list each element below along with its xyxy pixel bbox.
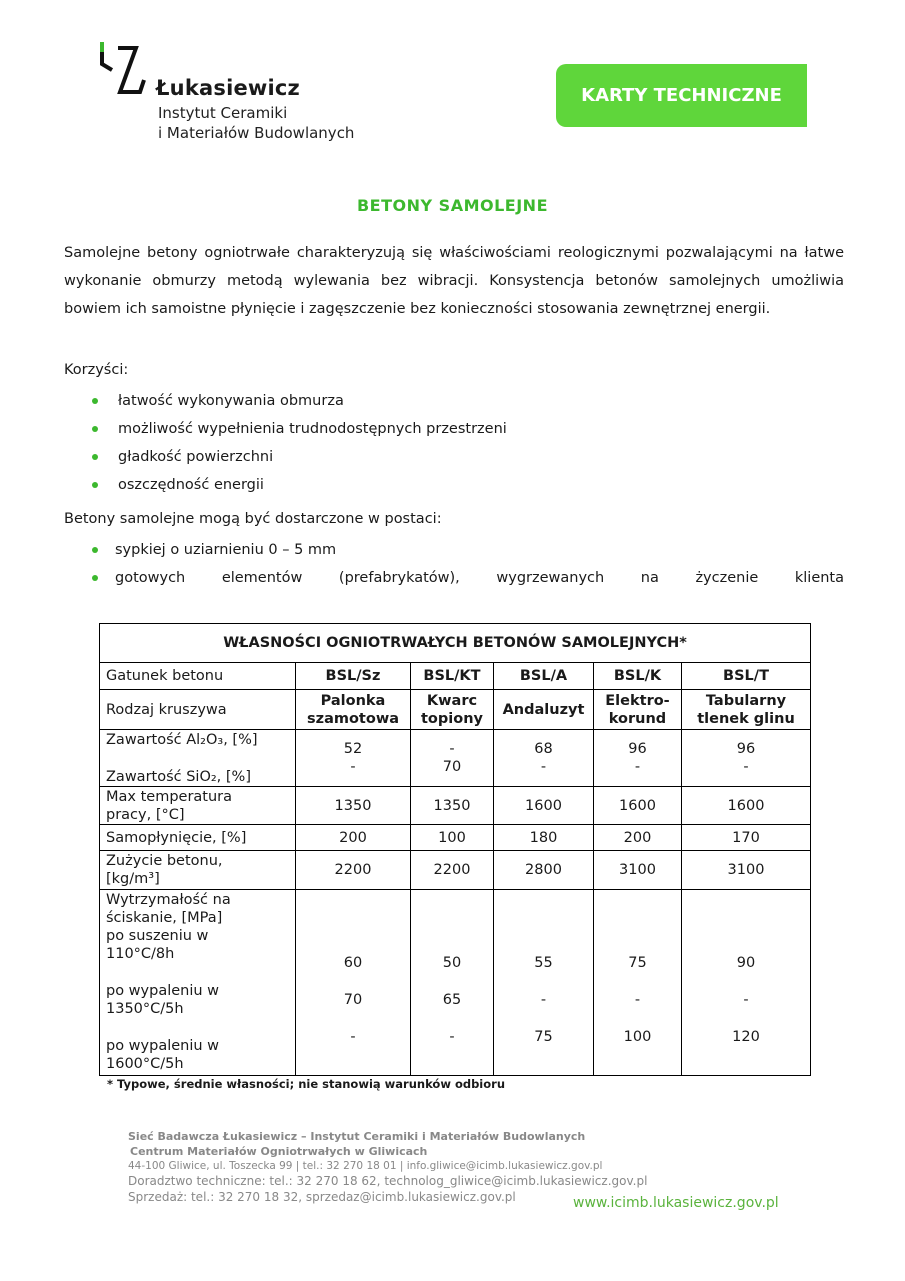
list-item: możliwość wypełnienia trudnodostępnych przestrzeni xyxy=(92,415,844,443)
maxtemp-cell: 1350 xyxy=(296,787,411,825)
aggregate-cell: Palonka szamotowa xyxy=(296,690,411,730)
strength-cell: 60 70 - xyxy=(296,890,411,1076)
forms-item-justified xyxy=(115,564,844,592)
footer-org-line1: Sieć Badawcza Łukasiewicz – Instytut Ceramiki i Materiałów Budowlanych xyxy=(128,1130,586,1143)
bullet-icon xyxy=(92,398,98,404)
table-row xyxy=(100,851,811,890)
selfflow-cell: 200 xyxy=(594,825,682,851)
word: klienta xyxy=(794,570,844,586)
grade-label: Gatunek betonu xyxy=(100,663,296,690)
list-item: łatwość wykonywania obmurza xyxy=(92,387,844,415)
composition-cell: 52 - xyxy=(296,730,411,787)
usage-cell: 3100 xyxy=(594,851,682,890)
table-footnote: * Typowe, średnie własności; nie stanowią warunków odbioru xyxy=(107,1077,506,1091)
maxtemp-label: Max temperatura pracy, [°C] xyxy=(100,787,296,825)
bullet-icon xyxy=(92,482,98,488)
forms-list xyxy=(92,536,844,592)
category-badge: KARTY TECHNICZNE xyxy=(556,64,807,127)
bullet-icon xyxy=(92,426,98,432)
footer-sales-contact: Sprzedaż: tel.: 32 270 18 32, sprzedaz@icimb.lukasiewicz.gov.pl xyxy=(128,1190,516,1204)
lukasiewicz-logo-icon xyxy=(98,40,154,98)
aggregate-cell: Tabularny tlenek glinu xyxy=(682,690,811,730)
properties-table xyxy=(99,623,811,1076)
composition-cell: - 70 xyxy=(411,730,494,787)
list-item: sypkiej o uziarnieniu 0 – 5 mm xyxy=(92,536,844,564)
usage-cell: 3100 xyxy=(682,851,811,890)
table-row xyxy=(100,787,811,825)
strength-cell: 90 - 120 xyxy=(682,890,811,1076)
selfflow-cell: 200 xyxy=(296,825,411,851)
composition-label: Zawartość Al₂O₃, [%] Zawartość SiO₂, [%] xyxy=(100,730,296,787)
word: elementów xyxy=(221,570,303,586)
table-title: WŁASNOŚCI OGNIOTRWAŁYCH BETONÓW SAMOLEJNYCH* xyxy=(100,624,811,663)
usage-cell: 2200 xyxy=(296,851,411,890)
forms-label: Betony samolejne mogą być dostarczone w postaci: xyxy=(64,511,442,527)
maxtemp-cell: 1350 xyxy=(411,787,494,825)
aggregate-label: Rodzaj kruszywa xyxy=(100,690,296,730)
bullet-icon xyxy=(92,547,98,553)
word: życzenie xyxy=(695,570,759,586)
usage-label: Zużycie betonu, [kg/m³] xyxy=(100,851,296,890)
selfflow-label: Samopłynięcie, [%] xyxy=(100,825,296,851)
footer-org xyxy=(128,1129,602,1174)
grade-cell: BSL/T xyxy=(682,663,811,690)
selfflow-cell: 100 xyxy=(411,825,494,851)
list-item: gładkość powierzchni xyxy=(92,443,844,471)
table-row xyxy=(100,890,811,1076)
grade-cell: BSL/A xyxy=(494,663,594,690)
website-link[interactable]: www.icimb.lukasiewicz.gov.pl xyxy=(573,1195,779,1211)
footer-contacts xyxy=(128,1173,647,1205)
bullet-icon xyxy=(92,575,98,581)
selfflow-cell: 170 xyxy=(682,825,811,851)
intro-paragraph: Samolejne betony ogniotrwałe charakteryzują się właściwościami reologicznymi pozwalającymi na łatwe wykonanie obmurzy metodą wylewania bez wibracji. Konsystencja betonów samolejnych umożliwia bowiem ich samoistne płynięcie i zagęszczenie bez konieczności stosowania zewnętrznej energii. xyxy=(64,245,844,317)
strength-label: Wytrzymałość na ściskanie, [MPa] po suszeniu w 110°C/8h po wypaleniu w 1350°C/5h po wypaleniu w 1600°C/5h xyxy=(100,890,296,1076)
usage-cell: 2200 xyxy=(411,851,494,890)
maxtemp-cell: 1600 xyxy=(494,787,594,825)
table-row xyxy=(100,730,811,787)
logo-subtitle-line2: i Materiałów Budowlanych xyxy=(158,124,355,142)
word: na xyxy=(640,570,659,586)
strength-cell: 50 65 - xyxy=(411,890,494,1076)
benefits-list xyxy=(92,387,844,499)
word: (prefabrykatów), xyxy=(338,570,460,586)
logo-subtitle-line1: Instytut Ceramiki xyxy=(158,104,288,122)
aggregate-cell: Andaluzyt xyxy=(494,690,594,730)
benefits-label: Korzyści: xyxy=(64,362,129,378)
aggregate-cell: Kwarc topiony xyxy=(411,690,494,730)
footer-tech-contact: Doradztwo techniczne: tel.: 32 270 18 62, technolog_gliwice@icimb.lukasiewicz.gov.pl xyxy=(128,1174,648,1188)
strength-cell: 75 - 100 xyxy=(594,890,682,1076)
selfflow-cell: 180 xyxy=(494,825,594,851)
composition-cell: 96 - xyxy=(594,730,682,787)
list-item: oszczędność energii xyxy=(92,471,844,499)
institute-logo xyxy=(98,40,378,145)
footer-address: 44-100 Gliwice, ul. Toszecka 99 | tel.: 32 270 18 01 | info.gliwice@icimb.lukasiewicz.gov.pl xyxy=(128,1160,603,1172)
table-row xyxy=(100,690,811,730)
logo-name: Łukasiewicz xyxy=(156,76,300,100)
document-title: BETONY SAMOLEJNE xyxy=(356,196,548,215)
word: gotowych xyxy=(115,570,186,586)
grade-cell: BSL/K xyxy=(594,663,682,690)
word: wygrzewanych xyxy=(496,570,605,586)
table-row xyxy=(100,825,811,851)
maxtemp-cell: 1600 xyxy=(594,787,682,825)
list-item xyxy=(92,564,844,592)
maxtemp-cell: 1600 xyxy=(682,787,811,825)
grade-cell: BSL/Sz xyxy=(296,663,411,690)
footer-org-line2: Centrum Materiałów Ogniotrwałych w Gliwicach xyxy=(130,1145,428,1158)
composition-cell: 68 - xyxy=(494,730,594,787)
bullet-icon xyxy=(92,454,98,460)
composition-cell: 96 - xyxy=(682,730,811,787)
aggregate-cell: Elektro- korund xyxy=(594,690,682,730)
grade-cell: BSL/KT xyxy=(411,663,494,690)
usage-cell: 2800 xyxy=(494,851,594,890)
strength-cell: 55 - 75 xyxy=(494,890,594,1076)
table-row xyxy=(100,663,811,690)
